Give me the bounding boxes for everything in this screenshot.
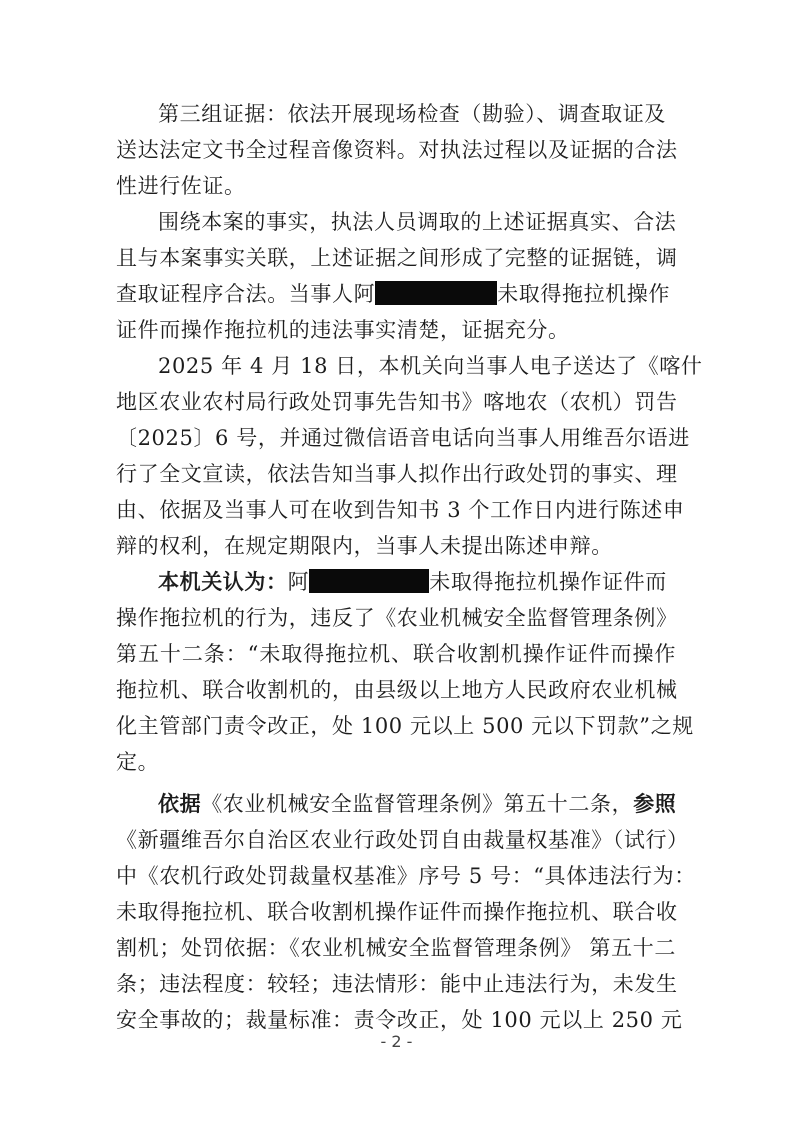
text-line: 操作拖拉机的行为，违反了《农业机械安全监督管理条例》 — [116, 606, 678, 630]
text-line: 割机；处罚依据：《农业机械安全监督管理条例》 第五十二 — [116, 936, 676, 960]
basis-label: 依据 — [158, 791, 202, 816]
text-line: 由、依据及当事人可在收到告知书 3 个工作日内进行陈述申 — [116, 498, 685, 522]
text-line: 证件而操作拖拉机的违法事实清楚，证据充分。 — [116, 318, 570, 342]
text-line — [116, 564, 676, 600]
text-line: 围绕本案的事实，执法人员调取的上述证据真实、合法 — [158, 210, 677, 234]
text-line: 未取得拖拉机、联合收割机操作证件而操作拖拉机、联合收 — [116, 900, 678, 924]
redaction-block — [309, 569, 429, 593]
text-line: 且与本案事实关联，上述证据之间形成了完整的证据链，调 — [116, 246, 678, 270]
text-line — [116, 786, 676, 822]
text-line: 化主管部门责令改正，处 100 元以上 500 元以下罚款”之规 — [116, 714, 694, 738]
conclusion-label: 本机关认为： — [158, 569, 288, 594]
redaction-block — [375, 281, 497, 305]
text-line: 《新疆维吾尔自治区农业行政处罚自由裁量权基准》（试行） — [116, 828, 689, 852]
text-line: 性进行佐证。 — [116, 174, 246, 198]
text-segment: 《农业机械安全监督管理条例》第五十二条， — [201, 792, 634, 816]
text-line: 2025 年 4 月 18 日，本机关向当事人电子送达了《喀什 — [158, 354, 703, 378]
text-segment: 未取得拖拉机操作证件而 — [429, 570, 667, 594]
text-line: 中《农机行政处罚裁量权基准》序号 5 号：“具体违法行为： — [116, 864, 696, 888]
reference-label: 参照 — [633, 791, 677, 816]
text-segment: 查取证程序合法。当事人阿 — [116, 282, 376, 306]
text-line: 第五十二条：“未取得拖拉机、联合收割机操作证件而操作 — [116, 642, 676, 666]
text-line: 〔2025〕6 号，并通过微信语音电话向当事人用维吾尔语进 — [116, 426, 690, 450]
text-line: 定。 — [116, 750, 160, 774]
text-line: 地区农业农村局行政处罚事先告知书》喀地农（农机）罚告 — [116, 390, 678, 414]
text-line: 行了全文宣读，依法告知当事人拟作出行政处罚的事实、理 — [116, 462, 678, 486]
text-line: 安全事故的；裁量标准：责令改正，处 100 元以上 250 元 — [116, 1008, 683, 1032]
text-line: 辩的权利，在规定期限内，当事人未提出陈述申辩。 — [116, 534, 613, 558]
text-line — [116, 276, 676, 312]
page-number: - 2 - — [380, 1032, 413, 1051]
text-line: 送达法定文书全过程音像资料。对执法过程以及证据的合法 — [116, 138, 678, 162]
text-segment: 阿 — [287, 570, 310, 594]
text-segment: 未取得拖拉机操作 — [497, 282, 671, 306]
text-line: 条；违法程度：较轻；违法情形：能中止违法行为，未发生 — [116, 972, 678, 996]
text-line: 第三组证据：依法开展现场检查（勘验）、调查取证及 — [158, 102, 666, 126]
text-line: 拖拉机、联合收割机的，由县级以上地方人民政府农业机械 — [116, 678, 678, 702]
